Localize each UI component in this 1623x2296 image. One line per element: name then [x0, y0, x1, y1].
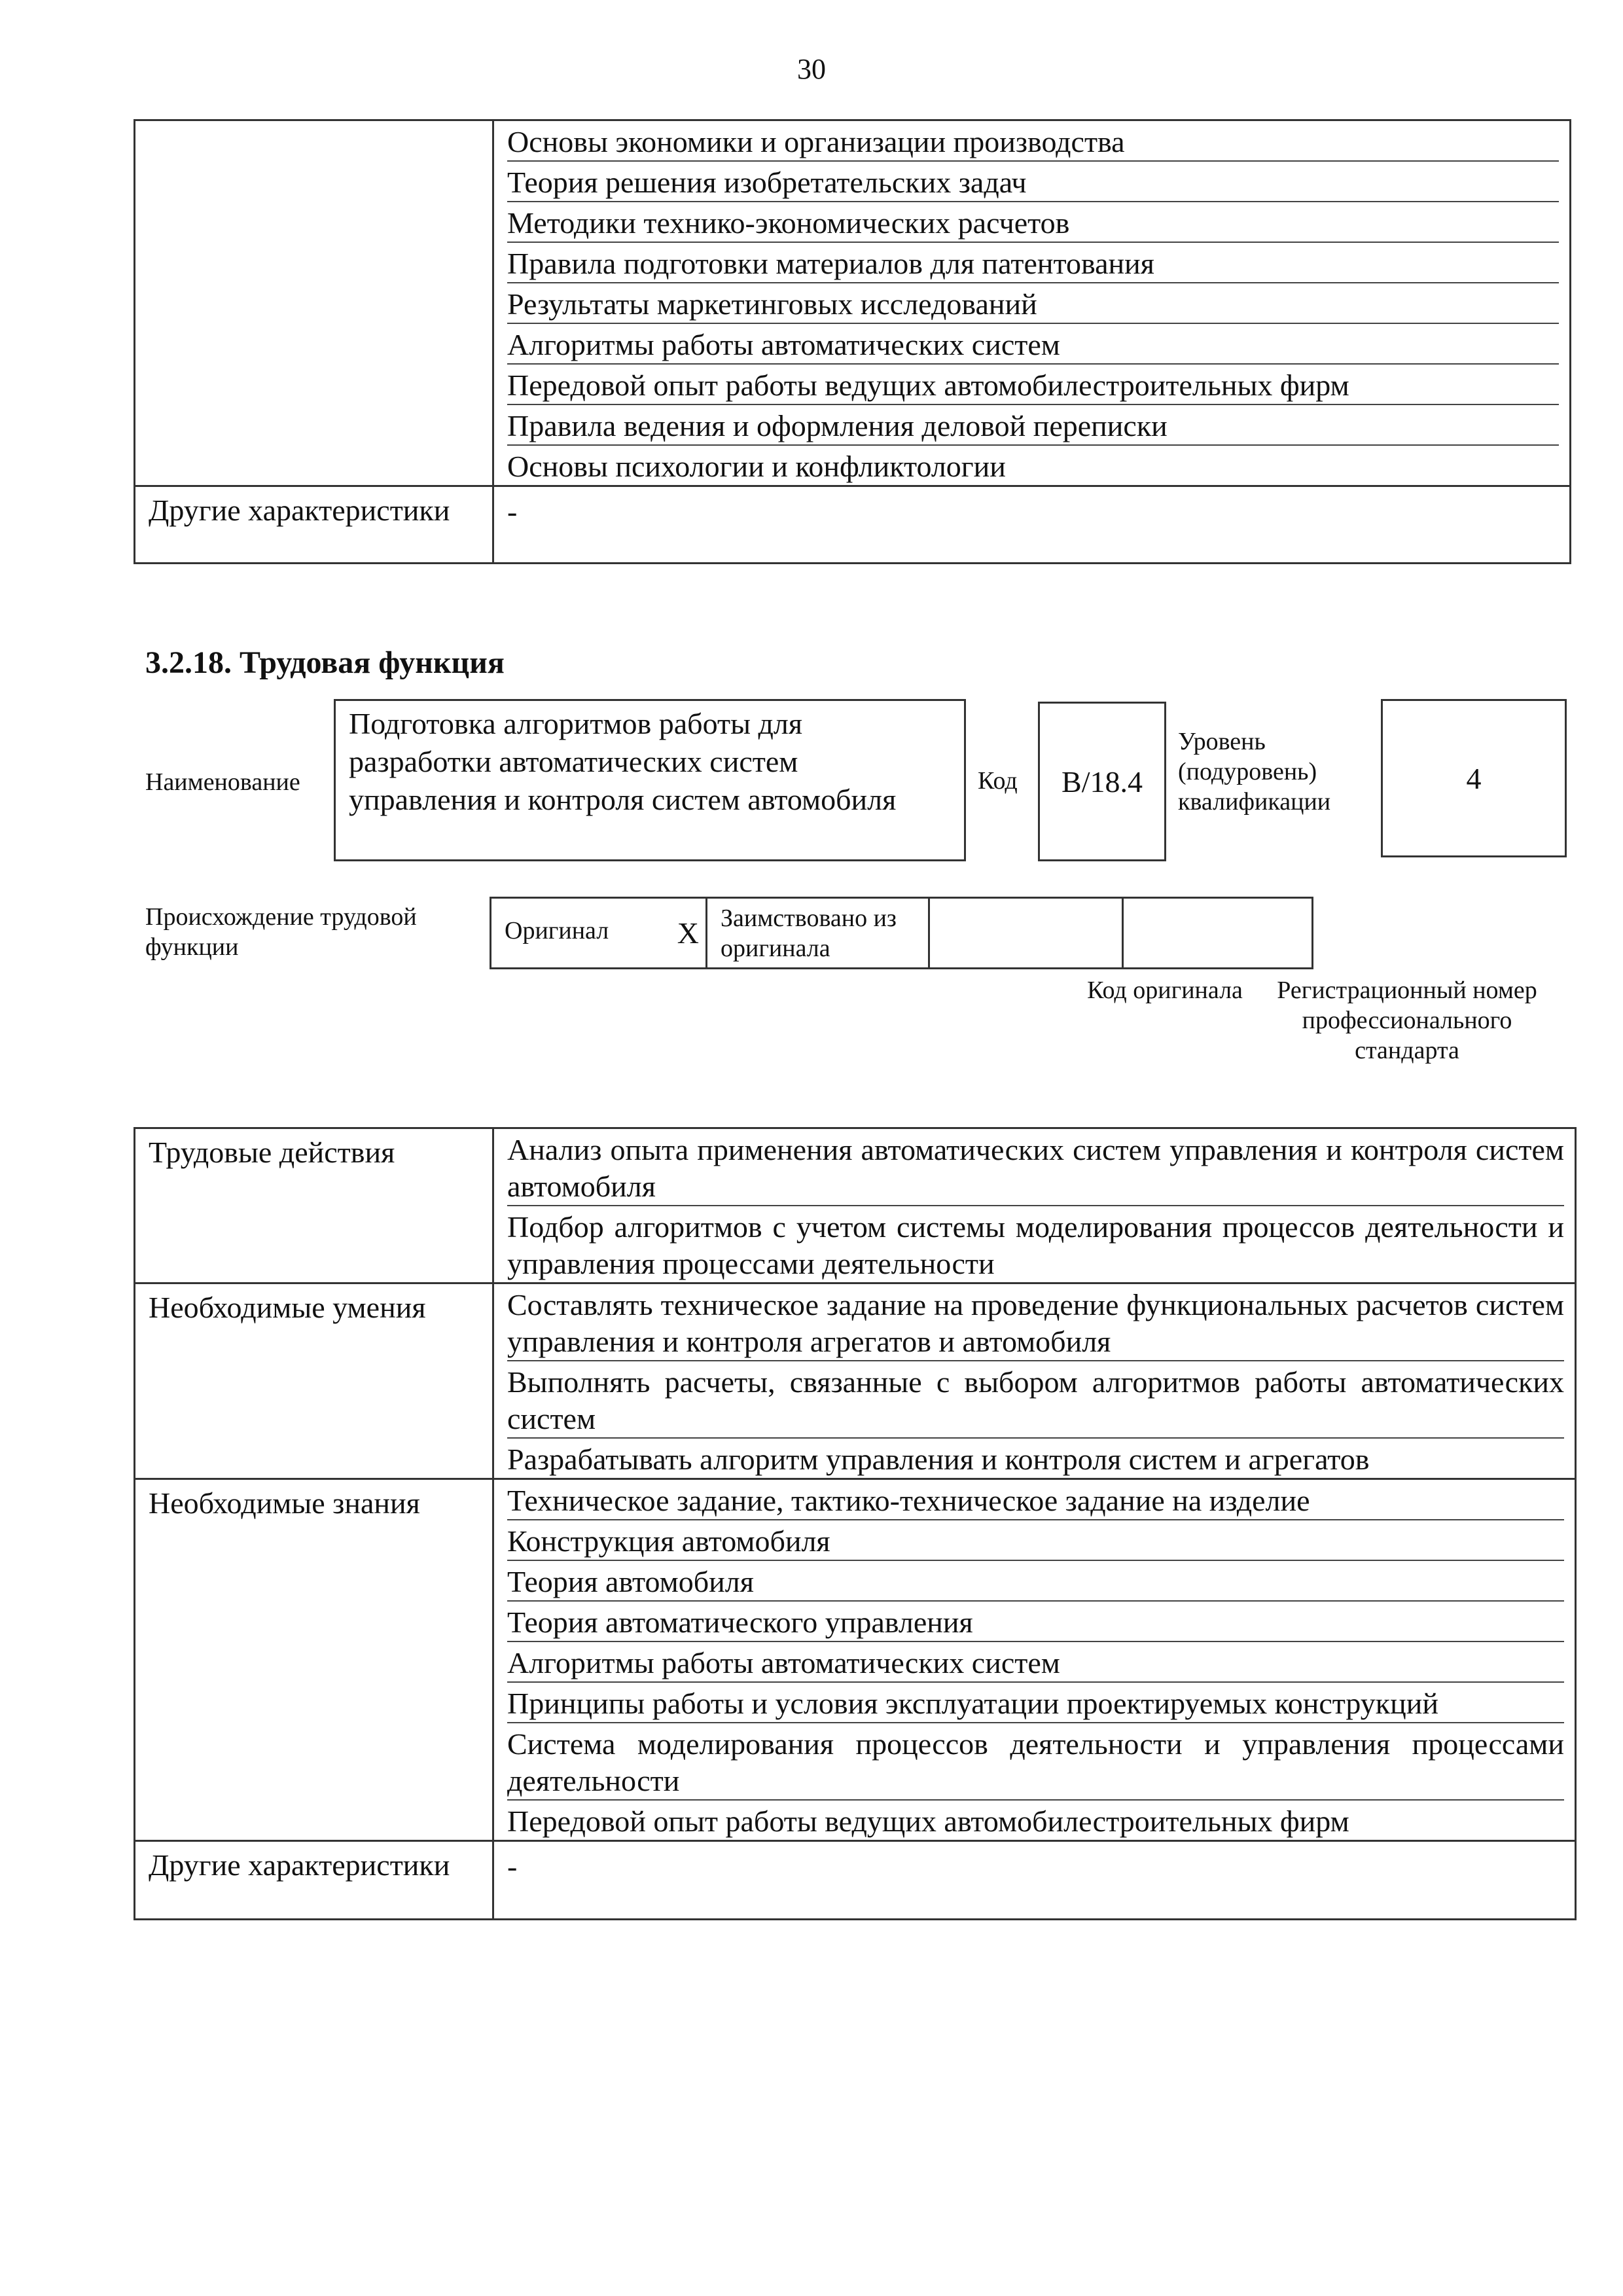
table-row	[491, 898, 1623, 969]
table-row	[135, 120, 1571, 486]
level-label: Уровень (подуровень) квалификации	[1178, 728, 1331, 816]
list-item: Результаты маркетинговых исследований	[507, 283, 1559, 324]
code-value: B/18.4	[1061, 764, 1143, 798]
level-value: 4	[1466, 761, 1482, 795]
reg-number-cell	[1123, 898, 1313, 969]
list-item: Алгоритмы работы автоматических систем	[507, 324, 1559, 365]
original-mark: X	[677, 916, 699, 950]
origin-table	[490, 897, 1623, 969]
list-item: Подбор алгоритмов с учетом системы моделирования процессов деятельности и управления процессами деятельности	[507, 1210, 1564, 1280]
table-row	[135, 1479, 1576, 1841]
knowledge-items-cell	[493, 120, 1571, 486]
other-characteristics-value: -	[507, 1850, 518, 1883]
level-box	[1381, 699, 1567, 857]
list-item: Конструкция автомобиля	[507, 1520, 1564, 1561]
knowledge-table-continued	[134, 119, 1571, 564]
other-characteristics-label: Другие характеристики	[135, 1841, 493, 1920]
list-item: Передовой опыт работы ведущих автомобилестроительных фирм	[507, 1804, 1349, 1838]
code-box	[1038, 702, 1166, 861]
code-original-cell	[929, 898, 1123, 969]
list-item: Теория автоматического управления	[507, 1602, 1564, 1642]
list-item: Система моделирования процессов деятельности и управления процессами деятельности	[507, 1723, 1564, 1801]
original-label: Оригинал	[505, 917, 609, 944]
list-item: Алгоритмы работы автоматических систем	[507, 1642, 1564, 1683]
list-item: Методики технико-экономических расчетов	[507, 202, 1559, 243]
list-item: Техническое задание, тактико-техническое задание на изделие	[507, 1480, 1564, 1520]
name-label: Наименование	[145, 768, 300, 796]
page-number: 30	[797, 53, 826, 85]
list-item: Основы экономики и организации производства	[507, 121, 1559, 162]
other-characteristics-label: Другие характеристики	[135, 486, 493, 564]
list-item: Принципы работы и условия эксплуатации проектируемых конструкций	[507, 1683, 1564, 1723]
skills-label: Необходимые умения	[135, 1283, 493, 1479]
labor-actions-label: Трудовые действия	[135, 1128, 493, 1283]
section-heading: 3.2.18. Трудовая функция	[145, 645, 505, 680]
list-item: Разрабатывать алгоритм управления и контроля систем и агрегатов	[507, 1443, 1370, 1476]
knowledge-label: Необходимые знания	[135, 1479, 493, 1841]
origin-label: Происхождение трудовой функции	[145, 903, 417, 961]
code-original-caption: Код оригинала	[1087, 977, 1243, 1004]
function-name: Подготовка алгоритмов работы для разработки автоматических систем управления и контроля систем автомобиля	[349, 707, 897, 816]
table-row	[135, 486, 1571, 564]
code-label: Код	[978, 767, 1018, 795]
list-item: Теория решения изобретательских задач	[507, 162, 1559, 202]
borrowed-label: Заимствовано из оригинала	[721, 904, 897, 962]
list-item: Передовой опыт работы ведущих автомобилестроительных фирм	[507, 365, 1559, 405]
function-requirements-table	[134, 1127, 1577, 1920]
list-item: Теория автомобиля	[507, 1561, 1564, 1602]
list-item: Правила ведения и оформления деловой переписки	[507, 405, 1559, 446]
list-item: Анализ опыта применения автоматических систем управления и контроля систем автомобиля	[507, 1129, 1564, 1206]
table-row	[135, 1283, 1576, 1479]
list-item: Основы психологии и конфликтологии	[507, 450, 1006, 483]
list-item: Выполнять расчеты, связанные с выбором алгоритмов работы автоматических систем	[507, 1361, 1564, 1439]
table-row	[135, 1128, 1576, 1283]
empty-label-cell	[135, 120, 493, 486]
table-row	[135, 1841, 1576, 1920]
list-item: Составлять техническое задание на проведение функциональных расчетов систем управления и контроля агрегатов и автомобиля	[507, 1284, 1564, 1361]
list-item: Правила подготовки материалов для патентования	[507, 243, 1559, 283]
function-name-box	[334, 699, 966, 861]
other-characteristics-value: -	[507, 495, 518, 528]
reg-number-caption: Регистрационный номер профессионального стандарта	[1277, 977, 1537, 1064]
